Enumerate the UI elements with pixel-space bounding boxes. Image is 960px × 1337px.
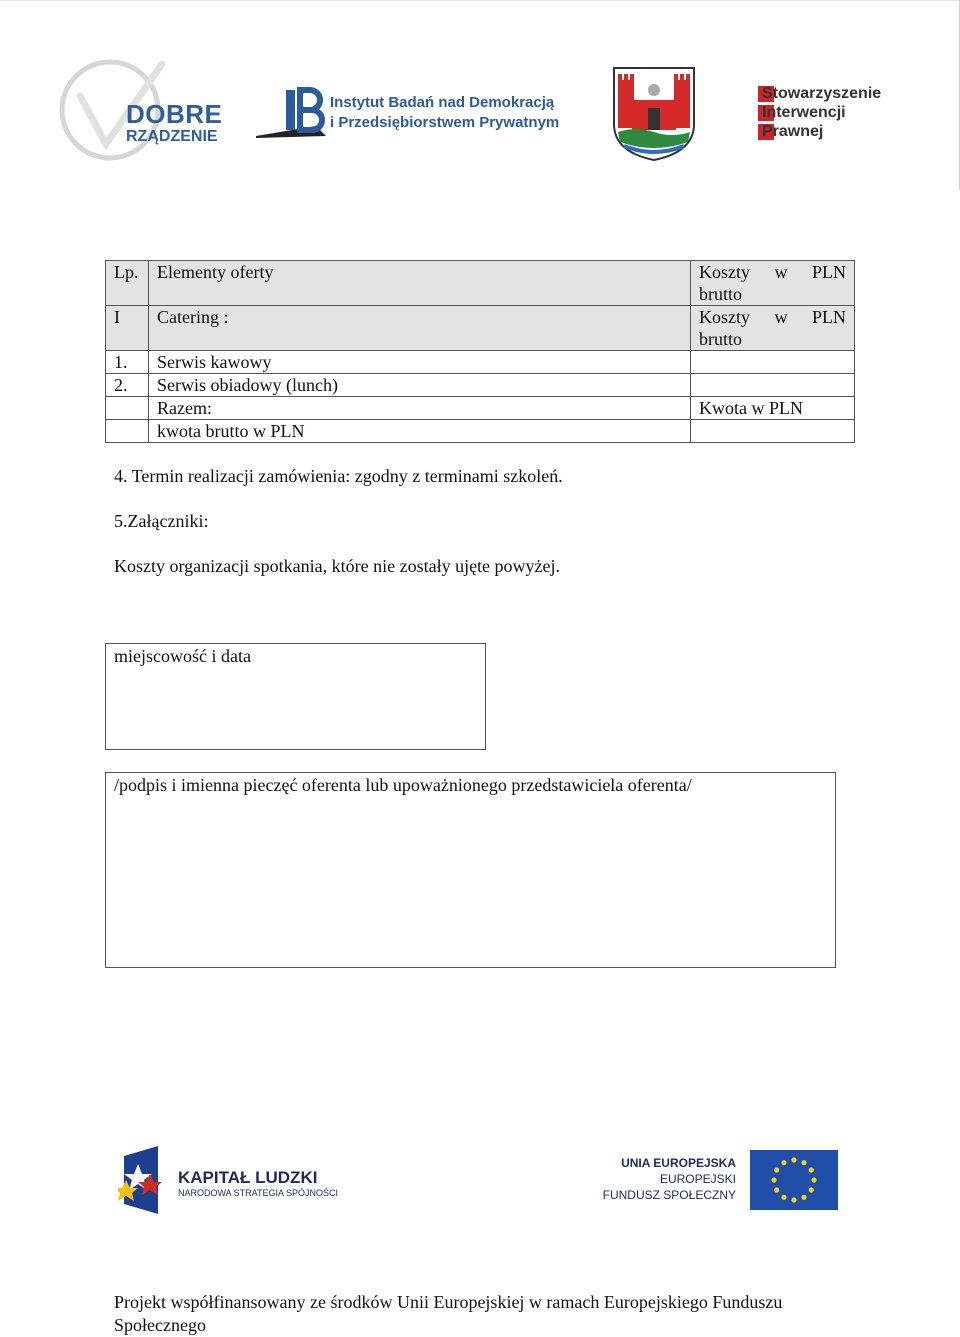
sip-logo <box>758 84 908 146</box>
coat-of-arms-logo <box>612 66 696 162</box>
kapital-line2: NARODOWA STRATEGIA SPÓJNOŚCI <box>178 1188 339 1198</box>
catering-label: Catering : <box>149 306 691 351</box>
header-cost: Koszty w PLN brutto <box>691 261 855 306</box>
table-row: 1. Serwis kawowy <box>106 351 855 374</box>
sip-line3: Prawnej <box>762 123 824 140</box>
dobre-rzadzenie-logo <box>58 56 223 164</box>
eu-line2: EUROPEJSKI <box>659 1172 736 1186</box>
section-5-attachments: 5.Załączniki: <box>114 511 209 531</box>
sip-line1: Stowarzyszenie <box>762 85 882 102</box>
sip-line2: Interwencji <box>762 104 846 121</box>
catering-lp: I <box>106 306 149 351</box>
footer-cofinancing-text: Projekt współfinansowany ze środków Unii Europejskiej w ramach Europejskiego Funduszu Społecznego <box>114 1292 783 1335</box>
section-4-term: 4. Termin realizacji zamówienia: zgodny z terminami szkoleń. <box>114 466 563 486</box>
table-header-row <box>106 261 855 306</box>
total-label: Razem: <box>149 397 691 420</box>
kapital-line1: KAPITAŁ LUDZKI <box>178 1168 318 1187</box>
signature-box[interactable] <box>105 772 836 968</box>
header-elements: Elementy oferty <box>149 261 691 306</box>
page-top-border <box>0 0 960 1</box>
eu-flag-icon <box>750 1150 838 1210</box>
place-date-label: miejscowość i data <box>114 646 251 666</box>
signature-label: /podpis i imienna pieczęć oferenta lub upoważnionego przedstawiciela oferenta/ <box>114 775 692 795</box>
total-amount-cell[interactable] <box>691 420 855 443</box>
eu-logo <box>600 1150 840 1210</box>
costs-note: Koszty organizacji spotkania, które nie zostały ujęte powyżej. <box>114 556 561 576</box>
kapital-ludzki-flag-icon <box>118 1144 164 1216</box>
total-gross-label: kwota brutto w PLN <box>149 420 691 443</box>
table-row: 2. Serwis obiadowy (lunch) <box>106 374 855 397</box>
offer-table <box>105 260 855 443</box>
catering-cost: Koszty w PLN brutto <box>691 306 855 351</box>
castle-shield-icon <box>612 66 696 162</box>
ibd-line2: i Przedsiębiorstwem Prywatnym <box>330 114 560 131</box>
eu-line1: UNIA EUROPEJSKA <box>621 1156 736 1170</box>
kapital-ludzki-logo <box>118 1144 348 1216</box>
catering-row <box>106 306 855 351</box>
total-row-2 <box>106 420 855 443</box>
rzadzenie-text: RZĄDZENIE <box>126 128 218 145</box>
place-date-box[interactable] <box>105 643 486 750</box>
dobre-text: DOBRE <box>126 99 223 129</box>
ibd-logo <box>256 86 560 142</box>
cost-cell[interactable] <box>691 351 855 374</box>
header-lp: Lp. <box>106 261 149 306</box>
ibd-emblem-icon <box>256 86 328 142</box>
eu-line3: FUNDUSZ SPOŁECZNY <box>602 1188 736 1202</box>
total-row <box>106 397 855 420</box>
total-amount-label: Kwota w PLN <box>691 397 855 420</box>
ibd-line1: Instytut Badań nad Demokracją <box>330 94 555 111</box>
cost-cell[interactable] <box>691 374 855 397</box>
